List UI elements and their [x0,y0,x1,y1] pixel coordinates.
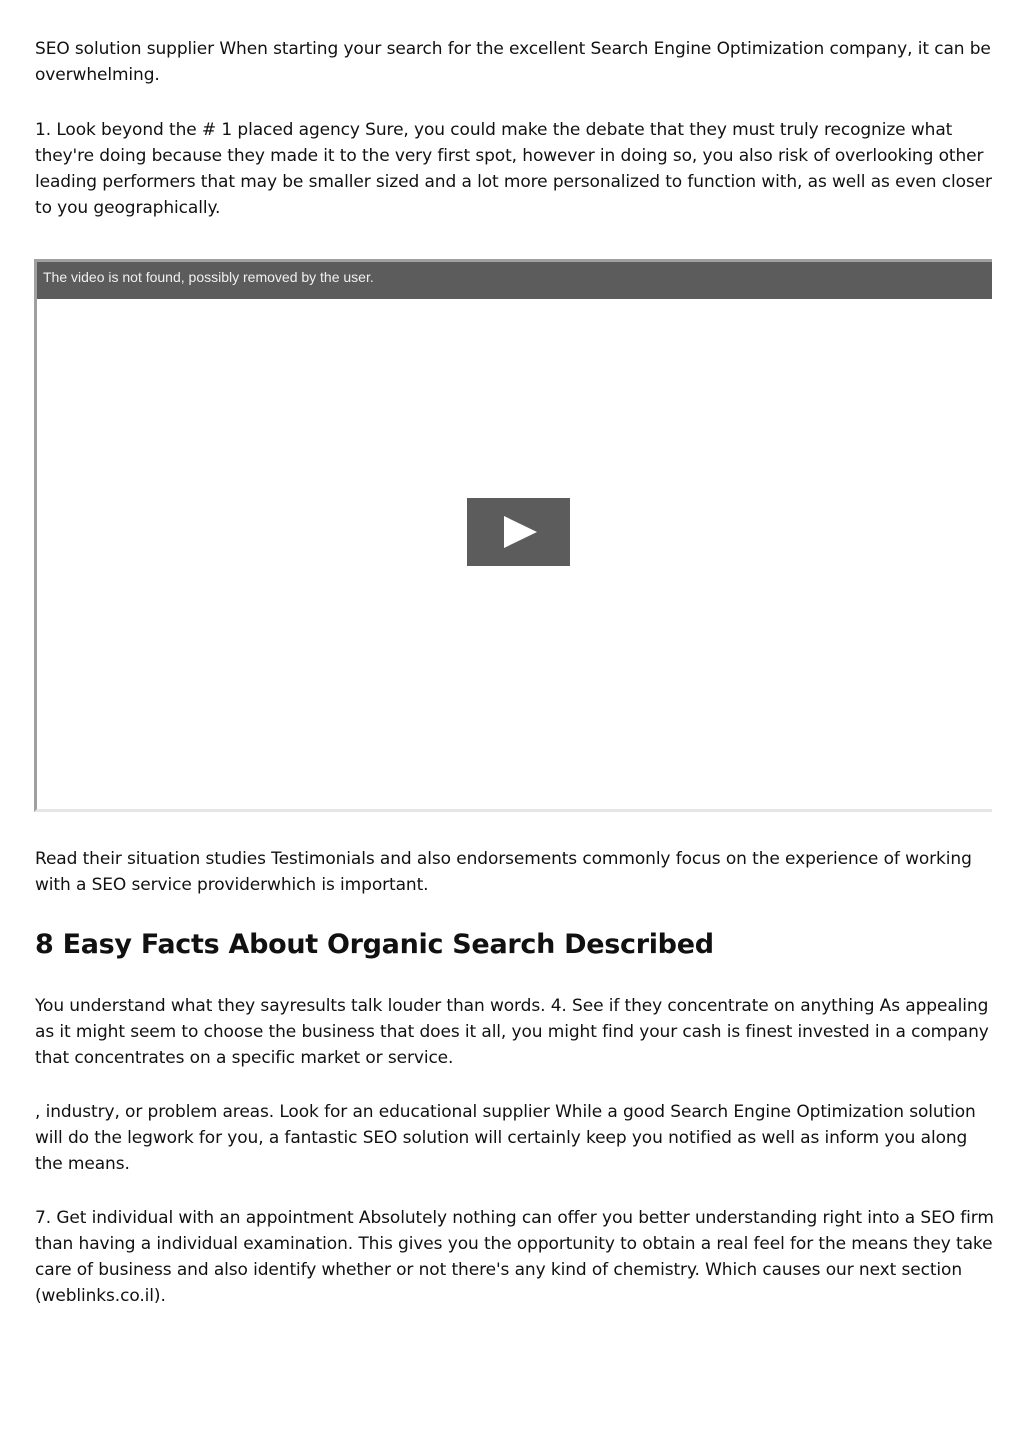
paragraph-educational-supplier: , industry, or problem areas. Look for an educational supplier While a good Search Engine Optimization solution will do the legwork for you, a fantastic SEO solution will certainly keep you notified as well as inform you along the means. [35,1102,976,1174]
play-button[interactable] [467,498,570,566]
video-title-bar [37,262,992,299]
paragraph-appointment: 7. Get individual with an appointment Absolutely nothing can offer you better understanding right into a SEO firm than having a individual examination. This gives you the opportunity to obtain a real feel for the means they take care of business and also identify whether or not there's any kind of chemistry. Which causes our next section (weblinks.co.il). [35,1208,994,1306]
play-icon [504,516,537,548]
video-embed[interactable] [34,259,992,812]
article [35,36,995,1309]
paragraph-concentrate: You understand what they sayresults talk louder than words. 4. See if they concentrate on anything As appealing as it might seem to choose the business that does it all, you might find your cash is finest invested in a company that concentrates on a specific market or service. [35,996,989,1068]
intro-paragraph: SEO solution supplier When starting your search for the excellent Search Engine Optimization company, it can be overwhelming. [35,39,991,85]
section-heading: 8 Easy Facts About Organic Search Described [35,929,714,960]
paragraph-look-beyond: 1. Look beyond the # 1 placed agency Sure, you could make the debate that they must truly recognize what they're doing because they made it to the very first spot, however in doing so, you also risk of overlooking other leading performers that may be smaller sized and a lot more personalized to function with, as well as even closer to you geographically. [35,120,992,218]
video-error-message: The video is not found, possibly removed by the user. [43,269,374,285]
paragraph-case-studies: Read their situation studies Testimonials and also endorsements commonly focus on the experience of working with a SEO service providerwhich is important. [35,849,972,895]
